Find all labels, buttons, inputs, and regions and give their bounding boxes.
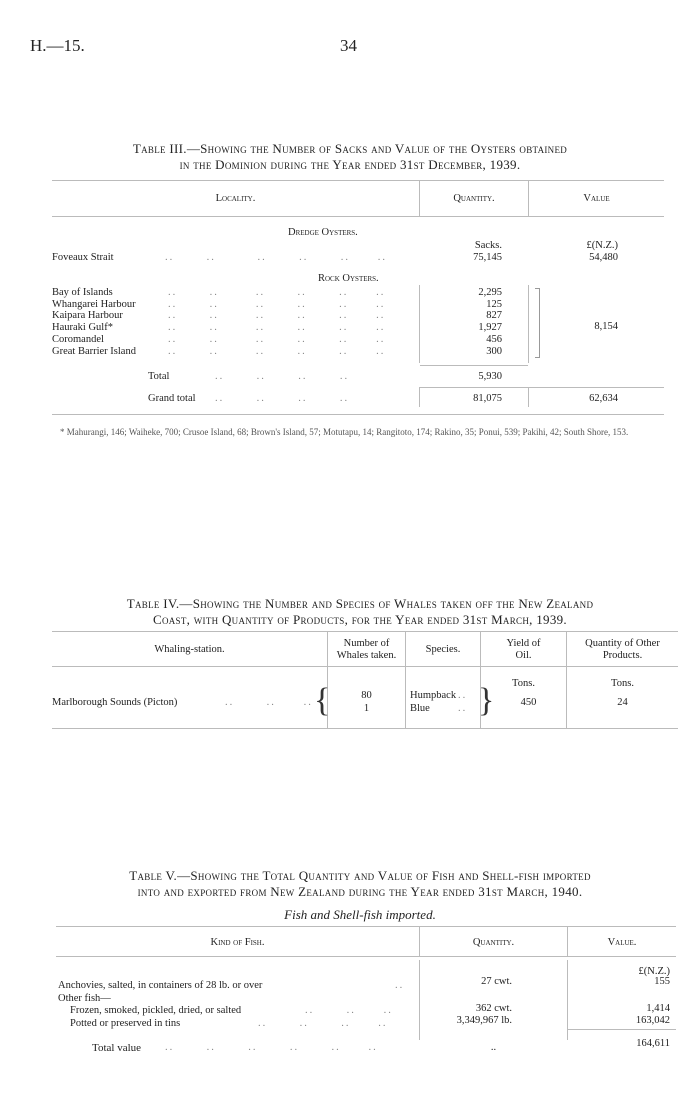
col-header-value: Value: [583, 193, 610, 204]
unit-sacks: Sacks.: [474, 240, 502, 251]
page-number: 34: [340, 36, 357, 55]
col-header-species: Species.: [425, 644, 461, 655]
table-4-title-line2: Coast, with Quantity of Products, for the Year ended 31st March, 1939.: [152, 612, 567, 627]
col-header-other-2: Products.: [602, 650, 643, 661]
col-header-number-2: Whales taken.: [336, 650, 397, 661]
rock-oyster-quantity: 827: [486, 310, 502, 321]
foveaux-value: 54,480: [589, 252, 618, 263]
total-quantity: 5,930: [478, 371, 502, 382]
anchovies-value: 155: [654, 976, 670, 987]
col-header-quantity: Quantity.: [453, 193, 495, 204]
table-5-title-line2: into and exported from New Zealand during the Year ended 31st March, 1940.: [137, 884, 583, 899]
other-fish-label: Other fish—: [58, 993, 111, 1004]
rock-oyster-quantity: 456: [486, 334, 502, 345]
col-header-yield-2: Oil.: [515, 650, 532, 661]
rock-oyster-quantity: 125: [486, 299, 502, 310]
potted-label: Potted or preserved in tins: [70, 1018, 181, 1029]
grand-total-value: 62,634: [589, 393, 618, 404]
frozen-value: 1,414: [646, 1003, 670, 1014]
col-header-number-1: Number of: [343, 638, 390, 649]
foveaux-quantity: 75,145: [473, 252, 502, 263]
rock-oyster-quantity: 2,295: [478, 287, 502, 298]
rock-oyster-quantity: 300: [486, 346, 502, 357]
section-rock-oysters: Rock Oysters.: [318, 273, 379, 284]
whales-humpback-count: 80: [361, 690, 372, 701]
col-header-yield-1: Yield of: [506, 638, 541, 649]
rock-oyster-quantity: 1,927: [478, 322, 502, 333]
rock-oyster-locality: Great Barrier Island: [52, 346, 136, 357]
col-header-other-1: Quantity of Other: [585, 638, 660, 649]
table-3-title-line1: Table III.—Showing the Number of Sacks and Value of the Oysters obtained: [132, 141, 568, 156]
col-header-kind: Kind of Fish.: [210, 937, 265, 948]
col-header-locality: Locality.: [215, 193, 256, 204]
grand-total-label: Grand total: [148, 393, 196, 404]
total-label: Total: [148, 371, 170, 382]
total-value-t5: 164,611: [636, 1038, 670, 1049]
rock-oysters-value: 8,154: [594, 321, 618, 332]
species-humpback: Humpback: [410, 690, 457, 701]
frozen-quantity: 362 cwt.: [475, 1003, 512, 1014]
rock-oyster-locality: Whangarei Harbour: [52, 299, 136, 310]
section-dredge-oysters: Dredge Oysters.: [288, 227, 358, 238]
rock-oyster-locality: Coromandel: [52, 334, 104, 345]
col-header-station: Whaling-station.: [154, 644, 225, 655]
potted-quantity: 3,349,967 lb.: [456, 1015, 512, 1026]
anchovies-label: Anchovies, salted, in containers of 28 lb. or over: [58, 980, 263, 991]
other-products-quantity: 24: [617, 697, 628, 708]
foveaux-strait-label: Foveaux Strait: [52, 252, 114, 263]
table-5-subtitle: Fish and Shell-fish imported.: [284, 907, 436, 922]
col-header-value-t5: Value.: [607, 937, 637, 948]
table-4-title-line1: Table IV.—Showing the Number and Species of Whales taken off the New Zealand: [126, 596, 594, 611]
col-header-quantity-t5: Quantity.: [472, 937, 515, 948]
potted-value: 163,042: [635, 1015, 670, 1026]
rock-oyster-locality: Kaipara Harbour: [52, 310, 123, 321]
table-5-title-line1: Table V.—Showing the Total Quantity and Value of Fish and Shell-fish imported: [129, 868, 591, 883]
rock-oyster-locality: Hauraki Gulf*: [52, 322, 113, 333]
anchovies-quantity: 27 cwt.: [481, 976, 512, 987]
rock-oyster-locality: Bay of Islands: [52, 287, 113, 298]
table-3-footnote: * Mahurangi, 146; Waiheke, 700; Crusoe Island, 68; Brown's Island, 57; Motutapu, 14; Rangitoto, 174; Rakino, 35; Ponui, 539; Pakihi, 42; South Shore, 153.: [60, 427, 629, 437]
total-value-label: Total value: [92, 1042, 142, 1054]
whales-blue-count: 1: [363, 703, 370, 714]
total-quantity-t5: ..: [490, 1042, 497, 1053]
unit-tons-oil: Tons.: [512, 678, 535, 689]
whaling-station-name: Marlborough Sounds (Picton): [52, 697, 178, 708]
table-3-title-line2: in the Dominion during the Year ended 31st December, 1939.: [179, 157, 521, 172]
unit-value-t5: £(N.Z.): [638, 966, 670, 977]
oil-yield: 450: [520, 697, 537, 708]
grand-total-quantity: 81,075: [473, 393, 502, 404]
species-blue: Blue: [410, 703, 430, 714]
unit-tons-other: Tons.: [611, 678, 634, 689]
unit-value: £(N.Z.): [586, 240, 618, 251]
page-reference: H.—15.: [30, 36, 85, 55]
frozen-label: Frozen, smoked, pickled, dried, or salted: [70, 1005, 242, 1016]
